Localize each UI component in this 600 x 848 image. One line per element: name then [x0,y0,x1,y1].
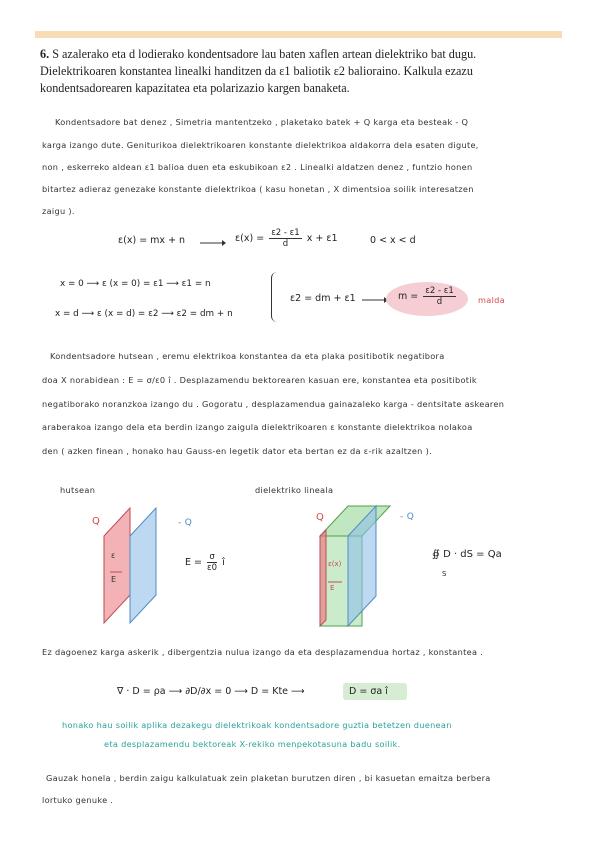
note-line: Ez dagoenez karga askerik , dibergentzia nulua izango da eta desplazamendua hortaz , konstantea . [42,647,484,657]
eq-epsilon-x: ε(x) = $\frac{\varepsilon 2 - \varepsilon 1}{d}$ x + ε1 [235,228,338,249]
label-dielectric: dielektriko lineala [255,485,334,495]
note-line: negatiborako noranzkoa izango du . Gogoratu , desplazamendua gainazaleko karga - dentsitate askearen [42,399,505,409]
eq-range: 0 < x < d [370,235,416,246]
arrow-icon [362,297,388,303]
arrow-icon [200,240,226,246]
slope-label: malda [478,295,505,305]
note-line: bitartez adieraz genezake konstante dielektrikoa ( kasu honetan , X dimentsioa soilik interesatzen [42,184,474,194]
note-line: non , eskerreko aldean ε1 balioa duen eta eskubikoan ε2 . Linealki aldatzen denez , funtzio honen [42,162,473,172]
charge-negative: - Q [400,512,415,522]
note-line: Gauzak honela , berdin zaigu kalkulatuak zein plaketan burutzen diren , bi kasuetan emaitza berbera [46,773,491,783]
eq-e2: ε2 = dm + ε1 [290,293,356,304]
eq-boundary-0: x = 0 ⟶ ε (x = 0) = ε1 ⟶ ε1 = n [60,279,211,289]
note-line: Kondentsadore bat denez , Simetria mantentzeko , plaketako batek + Q karga eta besteak - Q [55,117,469,127]
label-vacuum: hutsean [60,485,96,495]
gauss-law: ∯ D · dS = Qa [432,549,502,560]
charge-positive: Q [316,512,325,523]
note-line: doa X norabidean : E = σ/ε0 î . Desplazamendu bektorearen kasuan ere, konstantea eta positibotik [42,375,477,385]
note-line: Kondentsadore hutsean , eremu elektrikoa konstantea da eta plaka positibotik negatibora [50,351,445,361]
eq-boundary-d: x = d ⟶ ε (x = d) = ε2 ⟶ ε2 = dm + n [55,309,233,319]
svg-text:ε(x): ε(x) [328,560,342,568]
brace [271,272,280,322]
eq-slope: m = $\frac{\varepsilon 2 - \varepsilon 1}{d}$ [398,286,454,307]
teal-note: eta desplazamendu bektoreak X-rekiko menpekotasuna badu soilik. [104,739,401,749]
top-accent-bar [35,31,562,38]
charge-positive: Q [92,516,101,527]
problem-line-2: Dielektrikoaren konstantea linealki handitzen da ε1 baliotik ε2 balioraino. Kalkula ezazu [40,64,473,78]
charge-negative: - Q [178,518,193,528]
svg-text:E: E [111,575,117,584]
divergence-equation: ∇ · D = ρa ⟶ ∂D/∂x = 0 ⟶ D = Kte ⟶ [117,686,305,697]
problem-line-1: S azalerako eta d lodierako kondentsadore lau baten xaflen artean dielektriko bat dugu. [52,47,477,61]
gauss-surface: S [442,570,447,578]
note-line: karga izango dute. Geniturikoa dielektrikoaren konstante dielektrikoa aldakorra dela esaten digute, [42,140,479,150]
displacement-result: D = σa î [349,686,388,697]
field-equation: E = $\frac{\sigma}{\varepsilon 0}$ î [185,552,225,573]
svg-text:E: E [330,584,335,592]
problem-number: 6. [40,47,50,61]
svg-text:ε: ε [111,551,116,560]
teal-note: honako hau soilik aplika dezakegu dielektrikoak kondentsadore guztia betetzen duenean [62,720,452,730]
problem-line-3: kondentsadorearen kapazitatea eta polarizazio kargen banaketa. [40,81,350,95]
note-line: den ( azken finean , honako hau Gauss-en legetik dator eta bertan ez da ε-rik azaltzen ). [42,446,432,456]
problem-statement [40,46,562,97]
note-line: lortuko genuke . [42,795,114,805]
note-line: zaigu ). [42,206,75,216]
eq-linear-form: ε(x) = mx + n [118,235,186,246]
note-line: araberakoa izango dela eta berdin izango zaigula dielektrikoaren ε konstante dielektrikoa nolakoa [42,422,473,432]
